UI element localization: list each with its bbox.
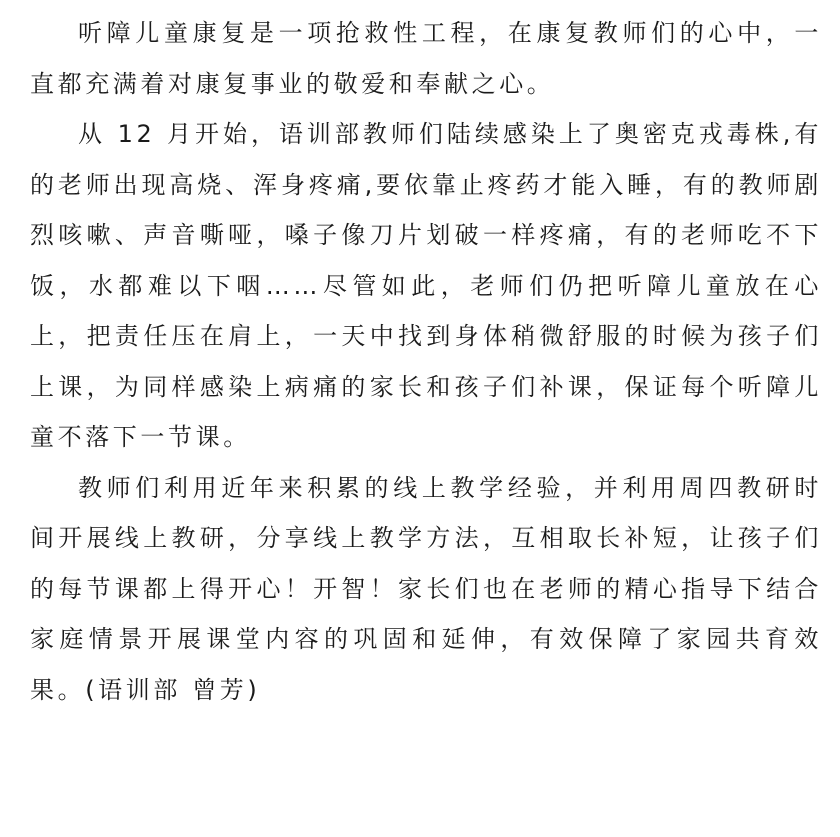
- paragraph-online-teaching: 教师们利用近年来积累的线上教学经验，并利用周四教研时间开展线上教研，分享线上教学方法，互相取长补短，让孩子们的每节课都上得开心！开智！家长们也在老师的精心指导下结合家庭情景开展课堂内容的巩固和延伸，有效保障了家园共育效果。(语训部 曾芳): [30, 473, 822, 704]
- paragraph-intro: 听障儿童康复是一项抢救性工程，在康复教师们的心中，一直都充满着对康复事业的敬爱和奉献之心。: [30, 19, 822, 98]
- paragraph-teachers-illness: 从 12 月开始，语训部教师们陆续感染上了奥密克戎毒株,有的老师出现高烧、浑身疼痛,要依靠止疼药才能入睡，有的教师剧烈咳嗽、声音嘶哑，嗓子像刀片划破一样疼痛，有的老师吃不下饭，水都难以下咽……尽管如此，老师们仍把听障儿童放在心上，把责任压在肩上，一天中找到身体稍微舒服的时候为孩子们上课，为同样感染上病痛的家长和孩子们补课，保证每个听障儿童不落下一节课。: [30, 120, 822, 451]
